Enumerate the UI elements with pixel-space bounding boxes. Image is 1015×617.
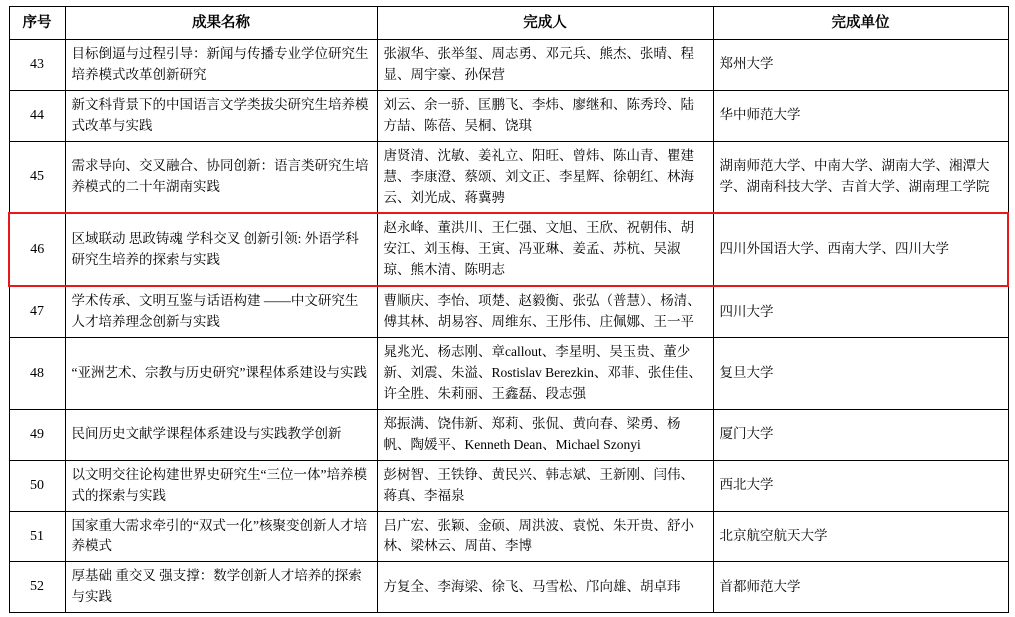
cell-no: 52 bbox=[9, 562, 65, 613]
column-header-org: 完成单位 bbox=[713, 7, 1008, 40]
table-row bbox=[9, 562, 1008, 613]
award-results-table bbox=[8, 6, 1009, 613]
table-row bbox=[9, 141, 1008, 213]
cell-no: 43 bbox=[9, 40, 65, 91]
table-row bbox=[9, 90, 1008, 141]
cell-org: 四川大学 bbox=[713, 286, 1008, 337]
column-header-people: 完成人 bbox=[377, 7, 713, 40]
table-row bbox=[9, 460, 1008, 511]
cell-name: 新文科背景下的中国语言文学类拔尖研究生培养模式改革与实践 bbox=[65, 90, 377, 141]
cell-no: 49 bbox=[9, 409, 65, 460]
cell-no: 44 bbox=[9, 90, 65, 141]
cell-no: 46 bbox=[9, 213, 65, 286]
table-row-highlighted bbox=[9, 213, 1008, 286]
cell-org: 首都师范大学 bbox=[713, 562, 1008, 613]
cell-org: 湖南师范大学、中南大学、湖南大学、湘潭大学、湖南科技大学、吉首大学、湖南理工学院 bbox=[713, 141, 1008, 213]
cell-org: 四川外国语大学、西南大学、四川大学 bbox=[713, 213, 1008, 286]
cell-no: 50 bbox=[9, 460, 65, 511]
cell-name: 国家重大需求牵引的“双式一化”核聚变创新人才培养模式 bbox=[65, 511, 377, 562]
cell-people: 张淑华、张举玺、周志勇、邓元兵、熊杰、张晴、程显、周宇豪、孙保营 bbox=[377, 40, 713, 91]
cell-people: 彭树智、王铁铮、黄民兴、韩志斌、王新刚、闫伟、蒋真、李福泉 bbox=[377, 460, 713, 511]
cell-people: 唐贤清、沈敏、姜礼立、阳旺、曾炜、陈山青、瞿建慧、李康澄、蔡颂、刘文正、李星辉、徐朝红、林海云、刘光成、蒋冀骋 bbox=[377, 141, 713, 213]
cell-org: 华中师范大学 bbox=[713, 90, 1008, 141]
cell-name: 学术传承、文明互鉴与话语构建 ——中文研究生人才培养理念创新与实践 bbox=[65, 286, 377, 337]
cell-people: 赵永峰、董洪川、王仁强、文旭、王欣、祝朝伟、胡安江、刘玉梅、王寅、冯亚琳、姜孟、苏杭、吴淑琼、熊木清、陈明志 bbox=[377, 213, 713, 286]
table-row bbox=[9, 286, 1008, 337]
cell-name: 区域联动 思政铸魂 学科交叉 创新引领: 外语学科研究生培养的探索与实践 bbox=[65, 213, 377, 286]
cell-org: 郑州大学 bbox=[713, 40, 1008, 91]
cell-name: 需求导向、交叉融合、协同创新：语言类研究生培养模式的二十年湖南实践 bbox=[65, 141, 377, 213]
cell-name: 民间历史文献学课程体系建设与实践教学创新 bbox=[65, 409, 377, 460]
cell-people: 晁兆光、杨志刚、章callout、李星明、吴玉贵、董少新、刘震、朱溢、Rostislav Berezkin、邓菲、张佳佳、许全胜、朱莉丽、王鑫磊、段志强 bbox=[377, 338, 713, 410]
cell-name: “亚洲艺术、宗教与历史研究”课程体系建设与实践 bbox=[65, 338, 377, 410]
table-row bbox=[9, 40, 1008, 91]
cell-people: 刘云、余一骄、匡鹏飞、李炜、廖继和、陈秀玲、陆方喆、陈蓓、吴桐、饶琪 bbox=[377, 90, 713, 141]
cell-no: 47 bbox=[9, 286, 65, 337]
cell-org: 西北大学 bbox=[713, 460, 1008, 511]
cell-people: 郑振满、饶伟新、郑莉、张侃、黄向春、梁勇、杨帆、陶媛平、Kenneth Dean、Michael Szonyi bbox=[377, 409, 713, 460]
table-row bbox=[9, 338, 1008, 410]
column-header-no: 序号 bbox=[9, 7, 65, 40]
column-header-name: 成果名称 bbox=[65, 7, 377, 40]
cell-org: 北京航空航天大学 bbox=[713, 511, 1008, 562]
table-header bbox=[9, 7, 1008, 40]
table-row bbox=[9, 409, 1008, 460]
table-header-row bbox=[9, 7, 1008, 40]
cell-name: 以文明交往论构建世界史研究生“三位一体”培养模式的探索与实践 bbox=[65, 460, 377, 511]
cell-people: 方复全、李海梁、徐飞、马雪松、邝向雄、胡卓玮 bbox=[377, 562, 713, 613]
table-row bbox=[9, 511, 1008, 562]
cell-org: 厦门大学 bbox=[713, 409, 1008, 460]
cell-no: 45 bbox=[9, 141, 65, 213]
table-body bbox=[9, 40, 1008, 613]
cell-no: 51 bbox=[9, 511, 65, 562]
cell-people: 曹顺庆、李怡、项楚、赵毅衡、张弘（普慧）、杨清、傅其林、胡易容、周维东、王彤伟、庄佩娜、王一平 bbox=[377, 286, 713, 337]
cell-org: 复旦大学 bbox=[713, 338, 1008, 410]
cell-name: 目标倒逼与过程引导：新闻与传播专业学位研究生培养模式改革创新研究 bbox=[65, 40, 377, 91]
cell-no: 48 bbox=[9, 338, 65, 410]
cell-people: 吕广宏、张颖、金硕、周洪波、袁悦、朱开贵、舒小林、梁林云、周苗、李博 bbox=[377, 511, 713, 562]
cell-name: 厚基础 重交叉 强支撑：数学创新人才培养的探索与实践 bbox=[65, 562, 377, 613]
